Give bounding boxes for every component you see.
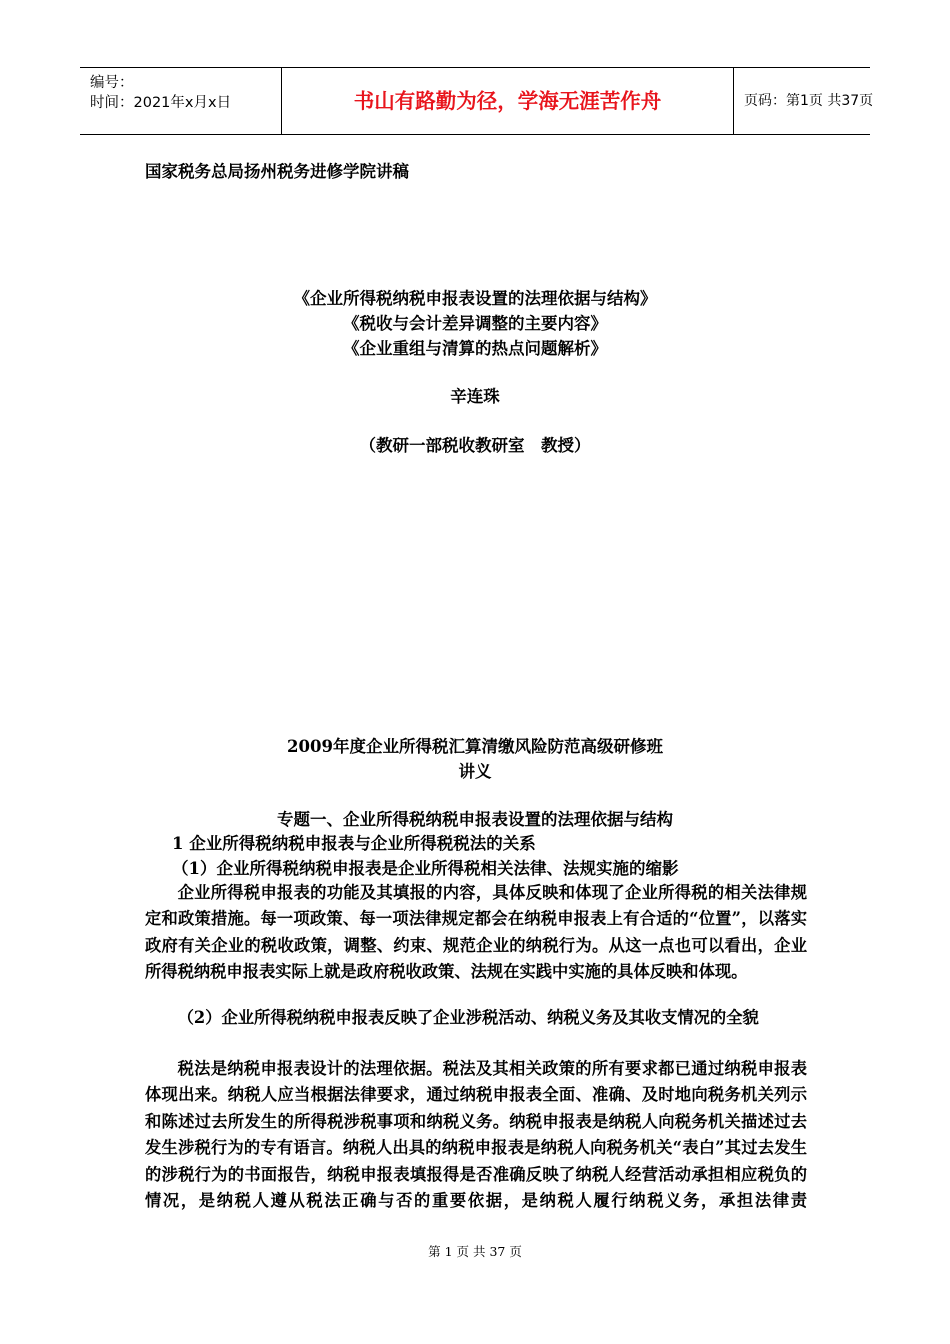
document-time-label: 时间：2021年x月x日 — [90, 95, 232, 111]
subsection-heading-2: （2）企业所得税纳税申报表反映了企业涉税活动、纳税义务及其收支情况的全貌 — [177, 1008, 759, 1027]
section-heading: 1 企业所得税纳税申报表与企业所得税税法的关系 — [172, 834, 536, 853]
author-name: 辛连珠 — [450, 387, 500, 406]
document-number-label: 编号： — [90, 75, 134, 91]
header-meta-cell — [80, 68, 282, 134]
author-position: （教研一部税收教研室 教授） — [359, 436, 591, 455]
course-title: 2009年度企业所得税汇算清缴风险防范高级研修班 — [287, 737, 663, 756]
institution-name: 国家税务总局扬州税务进修学院讲稿 — [145, 162, 409, 181]
page-footer: 第 1 页 共 37 页 — [428, 1244, 522, 1259]
topic-heading: 专题一、企业所得税纳税申报表设置的法理依据与结构 — [277, 810, 673, 829]
body-paragraph-1: 企业所得税申报表的功能及其填报的内容，具体反映和体现了企业所得税的相关法律规定和政策措施。每一项政策、每一项法律规定都会在纳税申报表上有合适的“位置”，以落实政府有关企业的税收政策，调整、约束、规范企业的纳税行为。从这一点也可以看出，企业所得税纳税申报表实际上就是政府税收政策、法规在实践中实施的具体反映和体现。 — [145, 883, 807, 982]
course-subtitle: 讲义 — [458, 762, 492, 781]
header-page-code: 页码：第1页 共37页 — [744, 93, 874, 109]
body-paragraph-2: 税法是纳税申报表设计的法理依据。税法及其相关政策的所有要求都已通过纳税申报表体现出来。纳税人应当根据法律要求，通过纳税申报表全面、准确、及时地向税务机关列示和陈述过去所发生的所得税涉税事项和纳税义务。纳税申报表是纳税人向税务机关描述过去发生涉税行为的专有语言。纳税人出具的纳税申报表是纳税人向税务机关“表白”其过去发生的涉税行为的书面报告，纳税申报表填报得是否准确反映了纳税人经营活动承担相应税负的情况，是纳税人遵从税法正确与否的重要依据，是纳税人履行纳税义务，承担法律责 — [145, 1059, 807, 1211]
lecture-title-2: 《税收与会计差异调整的主要内容》 — [343, 314, 607, 333]
lecture-title-1: 《企业所得税纳税申报表设置的法理依据与结构》 — [293, 289, 657, 308]
lecture-title-3: 《企业重组与清算的热点问题解析》 — [343, 339, 607, 358]
header-motto: 书山有路勤为径，学海无涯苦作舟 — [282, 68, 734, 134]
document-header — [80, 67, 874, 135]
subsection-heading-1: （1）企业所得税纳税申报表是企业所得税相关法律、法规实施的缩影 — [172, 859, 679, 878]
